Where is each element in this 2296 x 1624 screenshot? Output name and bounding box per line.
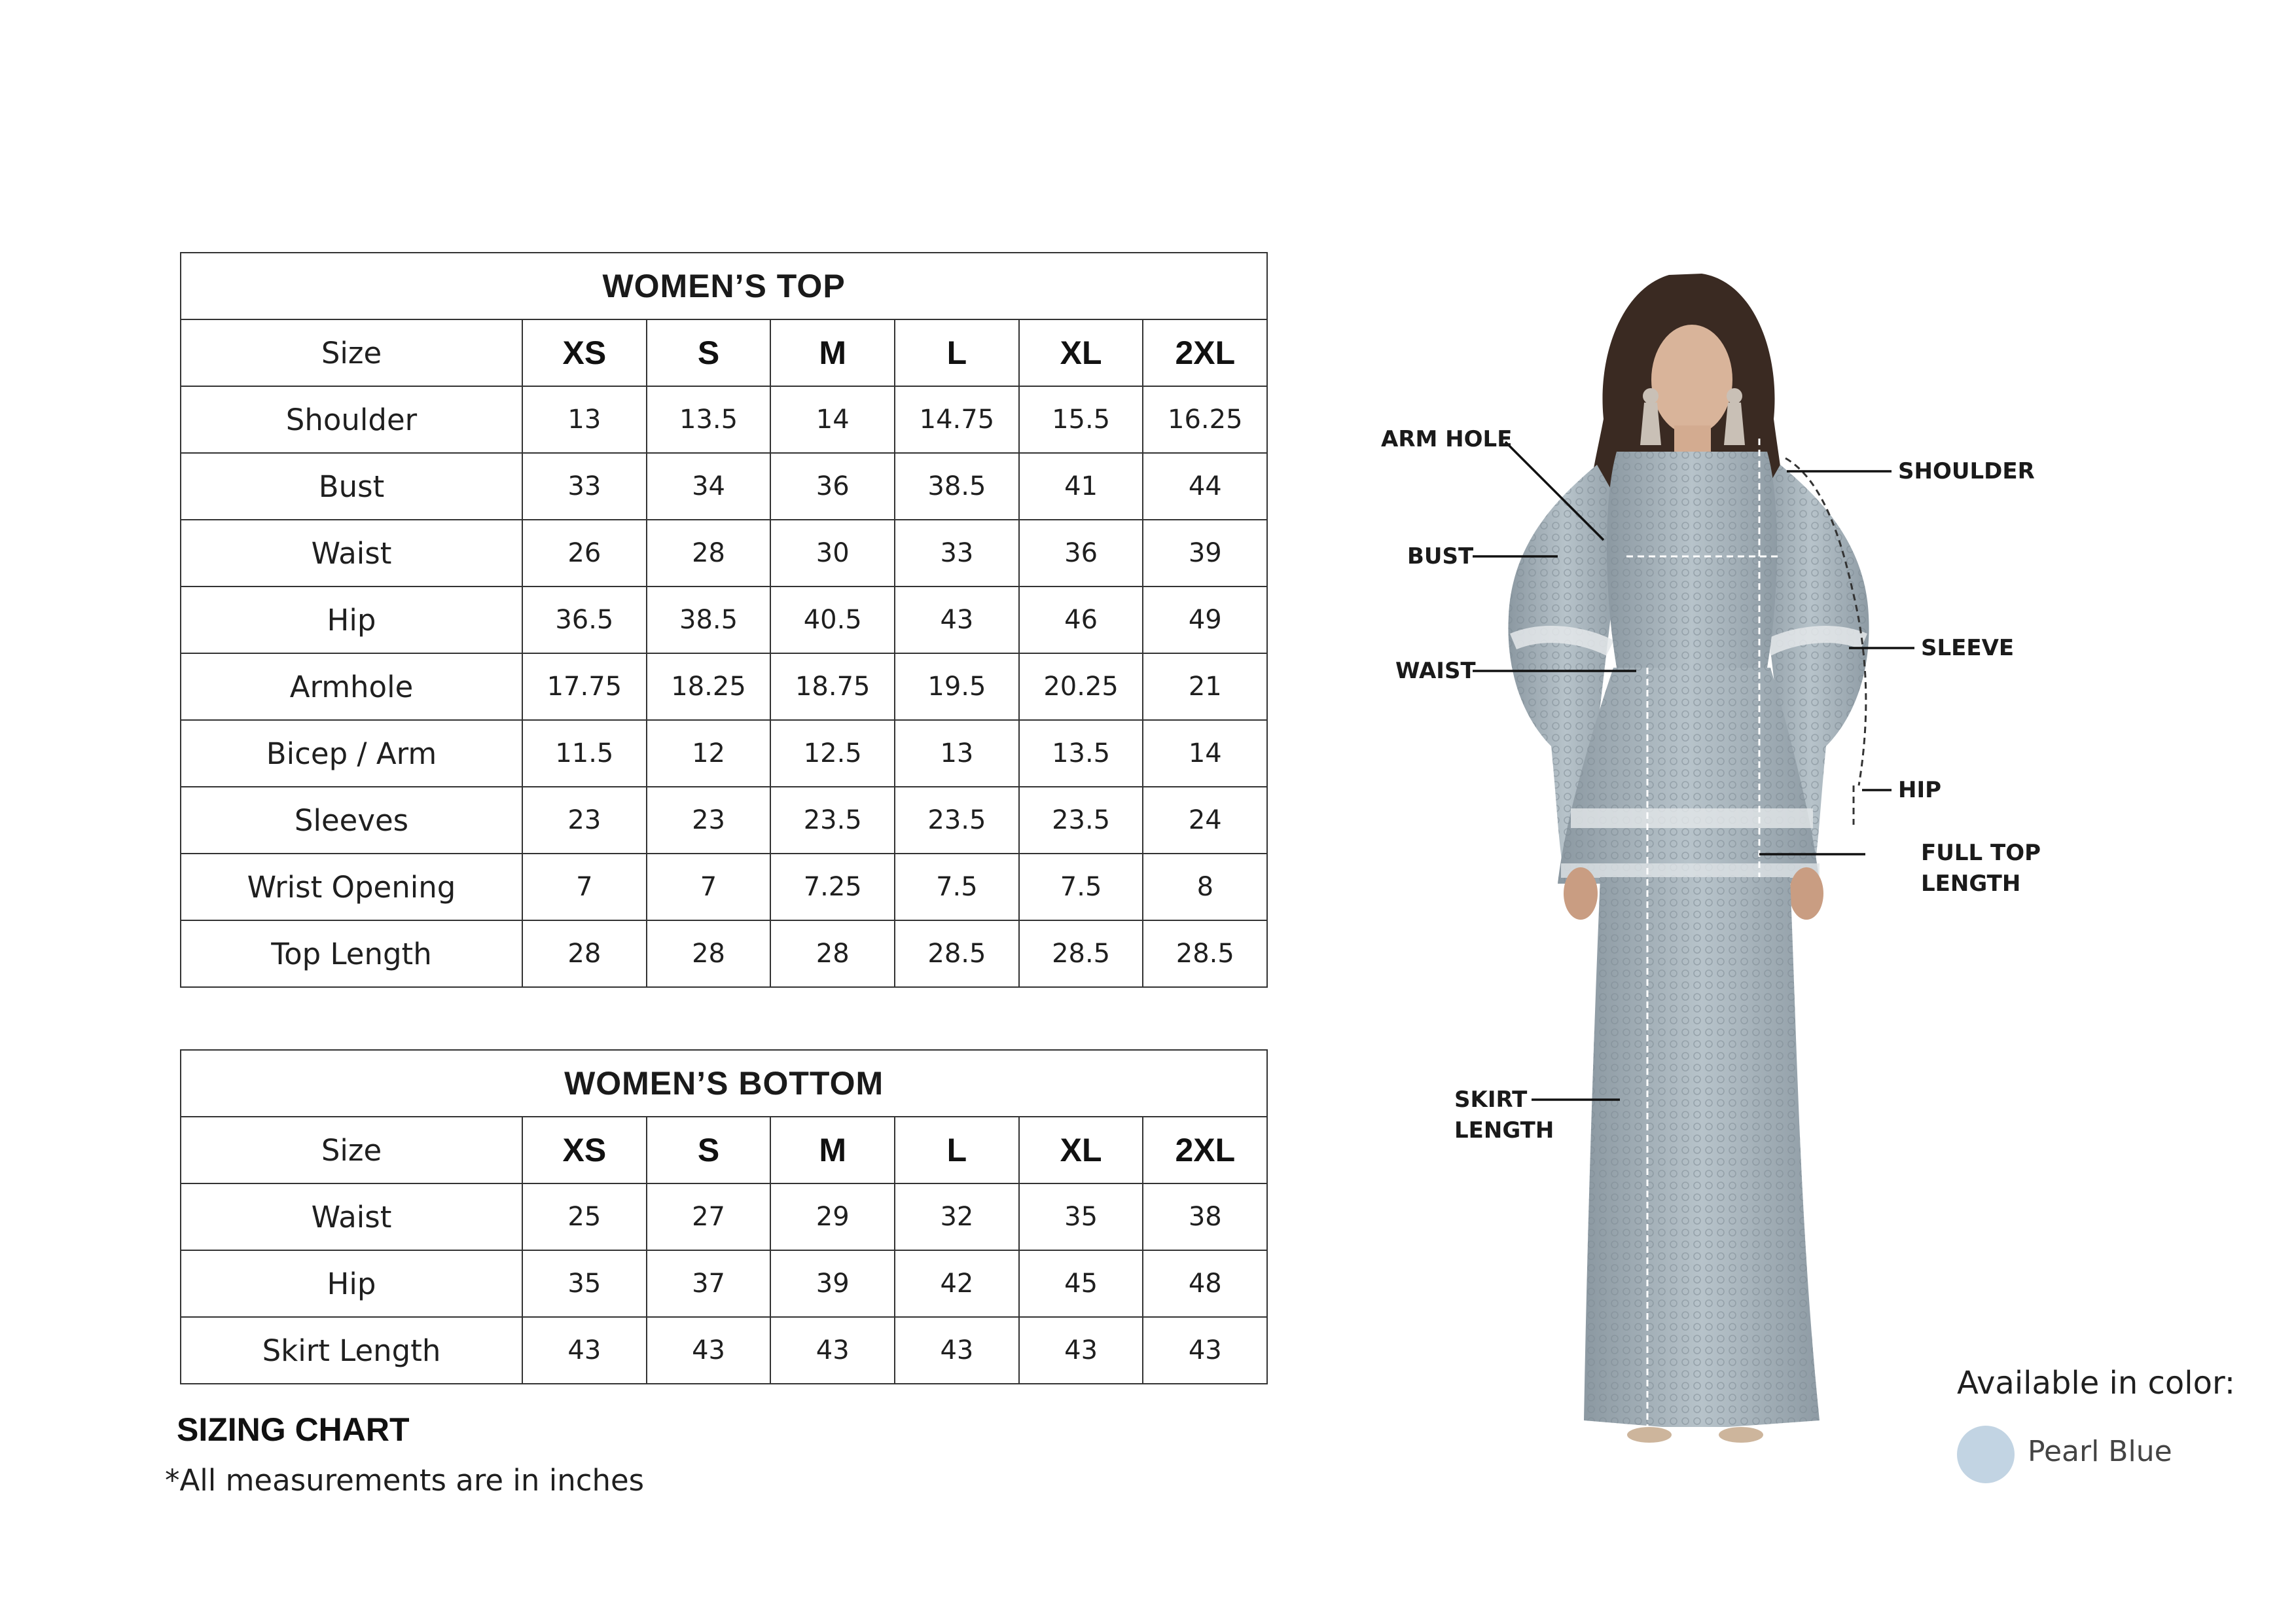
measurement-value: 7.5 [895,854,1019,920]
table-row [181,1183,1267,1250]
table-title: WOMEN’S BOTTOM [181,1050,1267,1117]
measurement-value: 14 [1143,720,1267,787]
size-header-cell: M [770,319,895,386]
measurement-value: 43 [1019,1317,1143,1384]
measurement-value: 37 [647,1250,771,1317]
callout-skirt-length [1454,1085,1554,1146]
measurement-value: 28 [770,920,895,987]
size-header-cell: S [647,319,771,386]
callout-hip: HIP [1898,777,1942,803]
callout-shoulder: SHOULDER [1898,458,2035,484]
table-row [181,1317,1267,1384]
size-header-cell: L [895,1117,1019,1183]
measurement-value: 40.5 [770,586,895,653]
measurement-value: 32 [895,1183,1019,1250]
sizing-chart-title: SIZING CHART [177,1411,410,1448]
measurement-label: Waist [181,1183,522,1250]
measurement-value: 8 [1143,854,1267,920]
measurement-value: 25 [522,1183,647,1250]
table-row [181,386,1267,453]
table-row [181,653,1267,720]
measurement-value: 33 [522,453,647,520]
measurement-value: 36.5 [522,586,647,653]
measurement-value: 23.5 [770,787,895,854]
measurement-value: 23.5 [895,787,1019,854]
measurement-value: 17.75 [522,653,647,720]
callout-full-top-length-line1: FULL TOP [1921,840,2041,866]
callout-waist: WAIST [1395,658,1476,684]
size-header-cell: 2XL [1143,1117,1267,1183]
measurement-value: 7.5 [1019,854,1143,920]
measurement-value: 35 [522,1250,647,1317]
measurement-value: 13.5 [647,386,771,453]
measurement-value: 23 [522,787,647,854]
table-row [181,920,1267,987]
measurement-value: 28 [522,920,647,987]
measurement-value: 43 [895,586,1019,653]
measurement-value: 45 [1019,1250,1143,1317]
measurement-value: 26 [522,520,647,586]
size-header-cell: XS [522,319,647,386]
measurement-value: 38.5 [895,453,1019,520]
callout-sleeve: SLEEVE [1921,635,2015,661]
measurement-value: 49 [1143,586,1267,653]
measurement-value: 12.5 [770,720,895,787]
measurement-label: Armhole [181,653,522,720]
measurement-value: 28.5 [1019,920,1143,987]
measurement-value: 43 [895,1317,1019,1384]
measurement-value: 7 [647,854,771,920]
measurement-label: Skirt Length [181,1317,522,1384]
measurement-value: 48 [1143,1250,1267,1317]
measurement-label: Sleeves [181,787,522,854]
measurement-value: 28.5 [895,920,1019,987]
measurement-value: 38.5 [647,586,771,653]
womens-bottom-table [180,1049,1268,1384]
measurement-value: 13 [522,386,647,453]
table-row [181,720,1267,787]
size-header-cell: XL [1019,1117,1143,1183]
size-header-cell: 2XL [1143,319,1267,386]
measurement-label: Wrist Opening [181,854,522,920]
measurement-value: 23 [647,787,771,854]
callout-skirt-length-line1: SKIRT [1454,1087,1528,1113]
measurement-value: 34 [647,453,771,520]
measurement-value: 16.25 [1143,386,1267,453]
table-row [181,787,1267,854]
measurement-value: 33 [895,520,1019,586]
measurement-value: 12 [647,720,771,787]
womens-top-table [180,252,1268,988]
measurement-value: 18.75 [770,653,895,720]
measurement-value: 14.75 [895,386,1019,453]
measurement-value: 18.25 [647,653,771,720]
table-row [181,453,1267,520]
size-header-cell: L [895,319,1019,386]
measurement-label: Hip [181,586,522,653]
measurement-value: 19.5 [895,653,1019,720]
measurement-label: Hip [181,1250,522,1317]
measurement-value: 28.5 [1143,920,1267,987]
measurement-value: 41 [1019,453,1143,520]
measurement-label: Waist [181,520,522,586]
measurement-value: 28 [647,920,771,987]
color-swatch-label: Pearl Blue [2028,1435,2172,1468]
measurement-value: 38 [1143,1183,1267,1250]
table-row [181,586,1267,653]
measurement-value: 15.5 [1019,386,1143,453]
size-header-cell: M [770,1117,895,1183]
callout-full-top-length [1921,838,2041,899]
measurement-value: 27 [647,1183,771,1250]
measurement-value: 20.25 [1019,653,1143,720]
table-title: WOMEN’S TOP [181,253,1267,319]
measurement-value: 21 [1143,653,1267,720]
size-header-label: Size [181,1117,522,1183]
callout-bust: BUST [1407,543,1474,569]
table-title-row [181,253,1267,319]
measurement-value: 29 [770,1183,895,1250]
measurement-value: 36 [1019,520,1143,586]
measurement-value: 7 [522,854,647,920]
measurement-value: 14 [770,386,895,453]
callout-skirt-length-line2: LENGTH [1454,1117,1554,1144]
table-row [181,854,1267,920]
measurement-label: Bicep / Arm [181,720,522,787]
size-header-row [181,1117,1267,1183]
measurement-label: Top Length [181,920,522,987]
measurement-value: 11.5 [522,720,647,787]
measurement-value: 43 [1143,1317,1267,1384]
model-figure [1361,249,2179,1479]
callout-arm-hole: ARM HOLE [1381,426,1513,452]
table-row [181,520,1267,586]
measurement-value: 42 [895,1250,1019,1317]
color-swatch-pearl-blue [1957,1426,2015,1483]
measurement-label: Bust [181,453,522,520]
measurement-value: 43 [522,1317,647,1384]
measurement-value: 23.5 [1019,787,1143,854]
callout-full-top-length-line2: LENGTH [1921,871,2021,897]
measurement-label: Shoulder [181,386,522,453]
measurement-value: 30 [770,520,895,586]
measurement-value: 7.25 [770,854,895,920]
measurement-value: 13.5 [1019,720,1143,787]
size-header-label: Size [181,319,522,386]
table-title-row [181,1050,1267,1117]
measurement-value: 46 [1019,586,1143,653]
measurement-value: 13 [895,720,1019,787]
available-colors-heading: Available in color: [1957,1365,2236,1401]
measurement-value: 39 [770,1250,895,1317]
measurement-value: 36 [770,453,895,520]
size-header-cell: XL [1019,319,1143,386]
measurement-value: 43 [770,1317,895,1384]
measurement-value: 28 [647,520,771,586]
measurement-value: 39 [1143,520,1267,586]
measurement-units-note: *All measurements are in inches [165,1463,645,1498]
measurement-value: 43 [647,1317,771,1384]
table-row [181,1250,1267,1317]
size-header-row [181,319,1267,386]
measurement-value: 24 [1143,787,1267,854]
measurement-value: 35 [1019,1183,1143,1250]
size-header-cell: XS [522,1117,647,1183]
size-header-cell: S [647,1117,771,1183]
measurement-value: 44 [1143,453,1267,520]
